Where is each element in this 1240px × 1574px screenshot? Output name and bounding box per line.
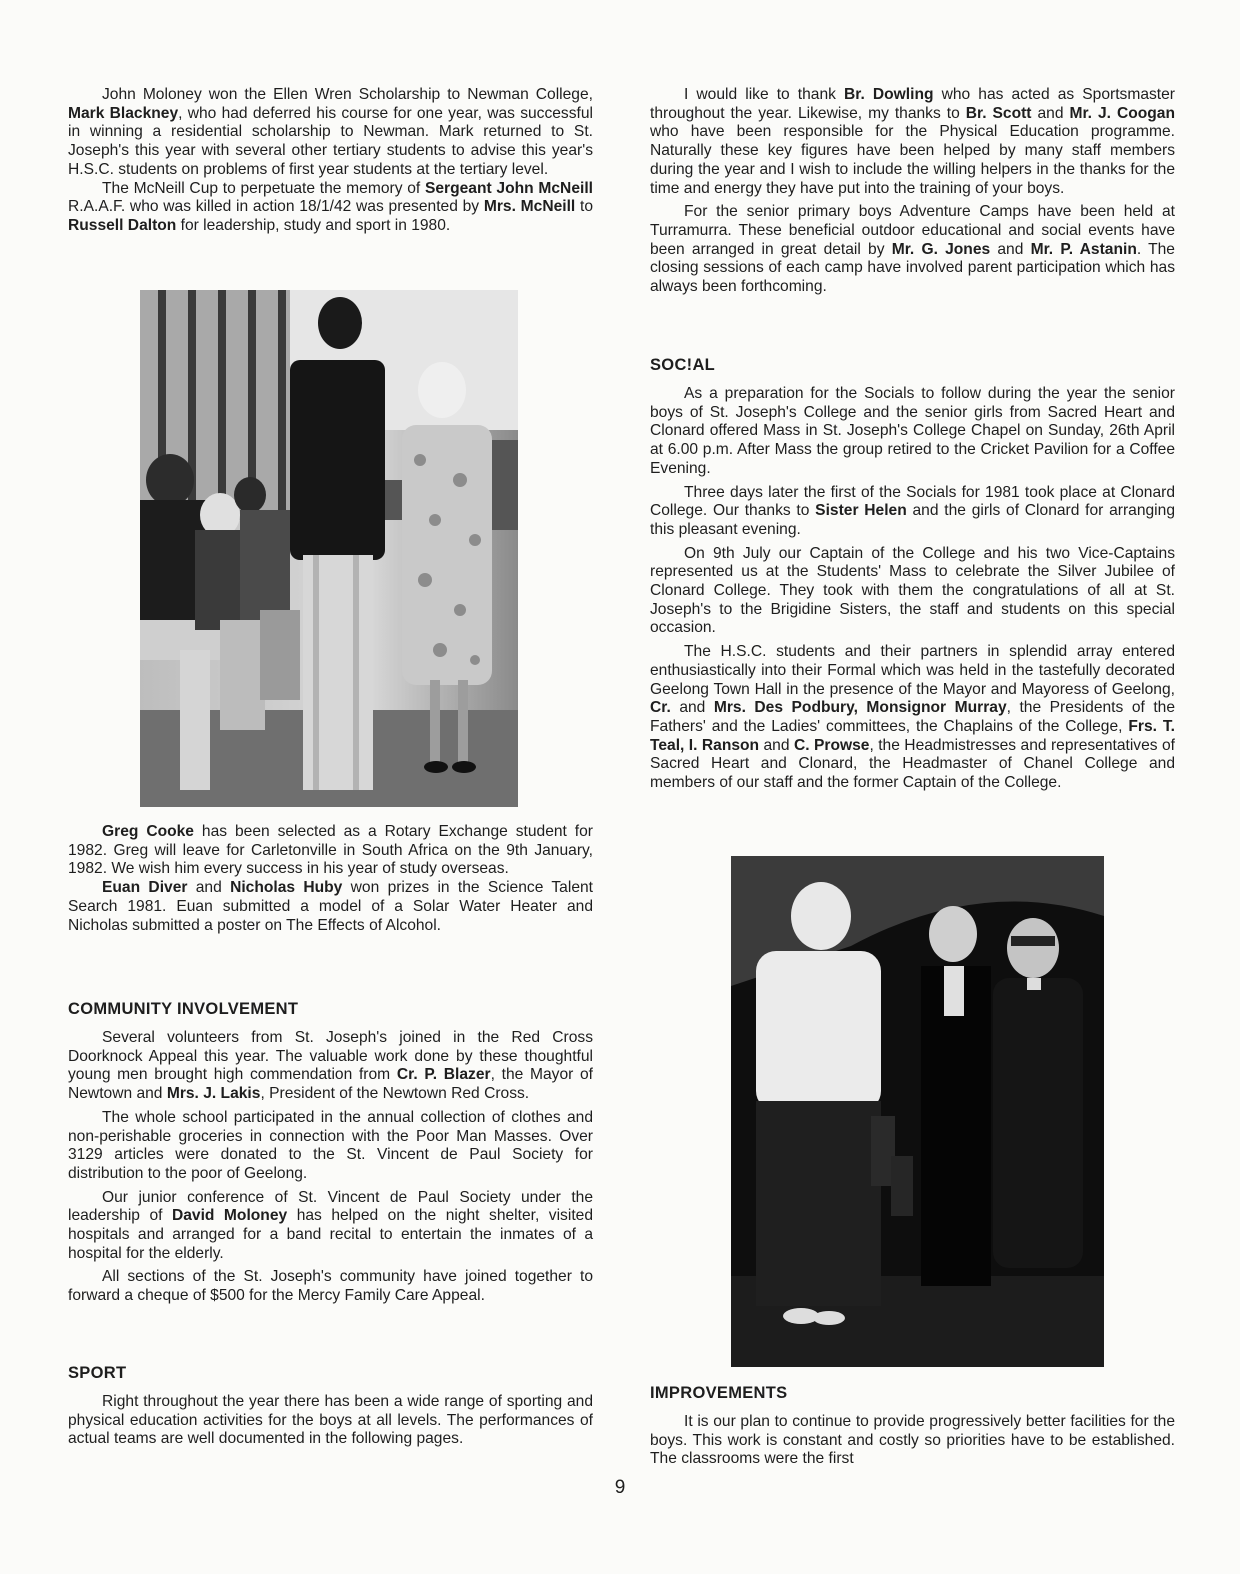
- text-run: The H.S.C. students and their partners in splendid array entered enthusiastically into their Formal which was held in the tastefully decorated Geelong Town Hall in the presence of the Mayor and Mayoress of Geelong,: [650, 643, 1175, 698]
- bold-name: Mrs. McNeill: [483, 198, 576, 216]
- bold-name: Mr. J. Coogan: [1069, 104, 1175, 122]
- heading-community-involvement: COMMUNITY INVOLVEMENT: [68, 1000, 299, 1018]
- text-run: As a preparation for the Socials to follow during the year the senior boys of St. Joseph's College and the senior girls from Sacred Heart and Clonard offered Mass in St. Joseph's College Chapel on Sunday, 26th April at 6.00 p.m. After Mass the group retired to the Cricket Pavilion for a Coffee Evening.: [650, 385, 1175, 477]
- bold-name: Euan Diver: [102, 879, 188, 897]
- paragraph-mcneill-cup: [68, 180, 593, 236]
- bold-name: Sergeant John McNeill: [424, 179, 593, 197]
- bold-name: Cr.: [650, 699, 671, 717]
- paragraph-scholarship: [68, 86, 593, 180]
- paragraph-red-cross: [68, 1029, 593, 1104]
- community-section: [68, 1000, 593, 1306]
- text-run: , President of the Newtown Red Cross.: [260, 1085, 530, 1103]
- text-run: , the Headmistresses and representatives of Sacred Heart and Clonard, the Headmaster of Chanel College and members of our staff and the former Captain of the College.: [650, 736, 1176, 792]
- text-run: It is our plan to continue to provide progressively better facilities for the boys. This work is constant and costly so priorities have to be established. The classrooms were the first: [650, 1413, 1175, 1468]
- bold-name: Mrs. Des Podbury, Monsignor Murray: [713, 699, 1007, 717]
- photo-presentation-ceremony: [140, 290, 518, 807]
- text-run: and: [1031, 104, 1070, 122]
- bold-name: C. Prowse: [793, 736, 870, 754]
- text-run: Right throughout the year there has been a wide range of sporting and physical education activities for the boys at all levels. The performances of actual teams are well documented in the following pages.: [68, 1393, 593, 1448]
- paragraph-greg-cooke: [68, 823, 593, 879]
- bold-name: Frs. T. Teal, I. Ranson: [650, 717, 1175, 754]
- text-run: Our junior conference of St. Vincent de Paul Society under the leadership of: [68, 1188, 593, 1225]
- heading-sport: SPORT: [68, 1364, 127, 1382]
- bold-name: Russell Dalton: [68, 216, 177, 234]
- paragraph-science-talent: [68, 879, 593, 935]
- bold-name: Sister Helen: [815, 502, 907, 520]
- text-run: John Moloney won the Ellen Wren Scholarship to Newman College,: [102, 86, 593, 103]
- bold-name: Greg Cooke: [102, 823, 194, 840]
- paragraph-sportsmaster-thanks: [650, 86, 1175, 198]
- text-run: On 9th July our Captain of the College and his two Vice-Captains represented us at the Students' Mass to celebrate the Silver Jubilee of Clonard College. They took with them the congratulations of all at St. Joseph's to the Brigidine Sisters, the staff and students on this special occasion.: [650, 544, 1175, 637]
- bold-name: Br. Dowling: [844, 86, 934, 103]
- bold-name: Cr. P. Blazer: [396, 1066, 491, 1084]
- text-run: and: [187, 879, 231, 897]
- text-run: and: [670, 699, 714, 717]
- bold-name: Mark Blackney: [68, 104, 179, 122]
- heading-social: SOC!AL: [650, 356, 716, 374]
- text-run: Several volunteers from St. Joseph's joined in the Red Cross Doorknock Appeal this year. The valuable work done by these thoughtful young men brought high commendation from: [68, 1029, 593, 1084]
- photo-formal-guests-image: [731, 856, 1104, 1367]
- paragraph-collection: [68, 1109, 593, 1184]
- paragraph-silver-jubilee: [650, 545, 1175, 639]
- social-section: [650, 356, 1175, 793]
- text-run: won prizes in the Science Talent Search 1981. Euan submitted a model of a Solar Water Heater and Nicholas submitted a poster on The Effects of Alcohol.: [68, 879, 593, 934]
- paragraph-clonard-social: [650, 484, 1175, 540]
- heading-improvements: IMPROVEMENTS: [650, 1384, 788, 1402]
- paragraph-sport: [68, 1393, 593, 1449]
- photo-formal-guests: [731, 856, 1104, 1367]
- sport-section: [68, 1364, 593, 1449]
- paragraph-formal: [650, 643, 1175, 793]
- bold-name: David Moloney: [171, 1207, 288, 1225]
- bold-name: Br. Scott: [965, 104, 1032, 122]
- improvements-section: [650, 1384, 1175, 1469]
- paragraph-adventure-camps: [650, 203, 1175, 297]
- text-run: Three days later the first of the Socials for 1981 took place at Clonard College. Our thanks to: [650, 483, 1175, 520]
- left-column-lower: [68, 823, 593, 935]
- text-run: and the girls of Clonard for arranging this pleasant evening.: [650, 502, 1175, 538]
- left-column: [68, 86, 593, 236]
- paragraph-st-vincent: [68, 1189, 593, 1264]
- text-run: For the senior primary boys Adventure Camps have been held at Turramurra. These beneficial outdoor educational and social events have been arranged in great detail by: [650, 203, 1175, 258]
- text-run: who have been responsible for the Physical Education programme. Naturally these key figures have been helped by many staff members during the year and I wish to include the willing helpers in the thanks for the time and energy they have put into the training of your boys.: [650, 123, 1175, 197]
- paragraph-mass: [650, 385, 1175, 479]
- text-run: The whole school participated in the annual collection of clothes and non-perishable groceries in connection with the Poor Man Masses. Over 3129 articles were donated to the St. Vincent de Paul Society for distribution to the poor of Geelong.: [68, 1108, 593, 1182]
- right-column: [650, 86, 1175, 297]
- text-run: who has acted as Sportsmaster throughout the year. Likewise, my thanks to: [650, 86, 1175, 122]
- paragraph-improvements: [650, 1413, 1175, 1469]
- text-run: and: [990, 240, 1031, 258]
- text-run: R.A.A.F. who was killed in action 18/1/42 was presented by: [68, 198, 484, 216]
- bold-name: Mr. G. Jones: [891, 240, 991, 258]
- bold-name: Mr. P. Astanin: [1030, 240, 1137, 258]
- page-number: 9: [614, 1477, 626, 1498]
- text-run: for leadership, study and sport in 1980.: [176, 216, 451, 234]
- text-run: , who had deferred his course for one year, was successful in winning a residential scholarship to Newman. Mark returned to St. Joseph's this year with several other tertiary students to advise this year's H.S.C. students on problems of first year students at the tertiary level.: [68, 104, 593, 178]
- text-run: has been selected as a Rotary Exchange student for 1982. Greg will leave for Carletonville in South Africa on the 9th January, 1982. We wish him every success in his year of study overseas.: [68, 823, 593, 878]
- text-run: The McNeill Cup to perpetuate the memory of: [102, 179, 425, 197]
- text-run: I would like to thank: [684, 86, 845, 103]
- text-run: All sections of the St. Joseph's community have joined together to forward a cheque of $500 for the Mercy Family Care Appeal.: [68, 1268, 593, 1305]
- bold-name: Mrs. J. Lakis: [166, 1085, 261, 1103]
- bold-name: Nicholas Huby: [230, 879, 343, 897]
- text-run: to: [575, 198, 593, 216]
- text-run: and: [759, 736, 794, 754]
- text-run: , the Presidents of the Fathers' and the Ladies' committees, the Chaplains of the College,: [650, 699, 1175, 735]
- paragraph-mercy-appeal: [68, 1268, 593, 1305]
- text-run: , the Mayor of Newtown and: [68, 1066, 594, 1103]
- text-run: . The closing sessions of each camp have involved parent participation which has always been forthcoming.: [650, 240, 1175, 296]
- photo-presentation-ceremony-image: [140, 290, 518, 807]
- text-run: has helped on the night shelter, visited hospitals and arranged for a band recital to entertain the inmates of a hospital for the elderly.: [68, 1207, 593, 1262]
